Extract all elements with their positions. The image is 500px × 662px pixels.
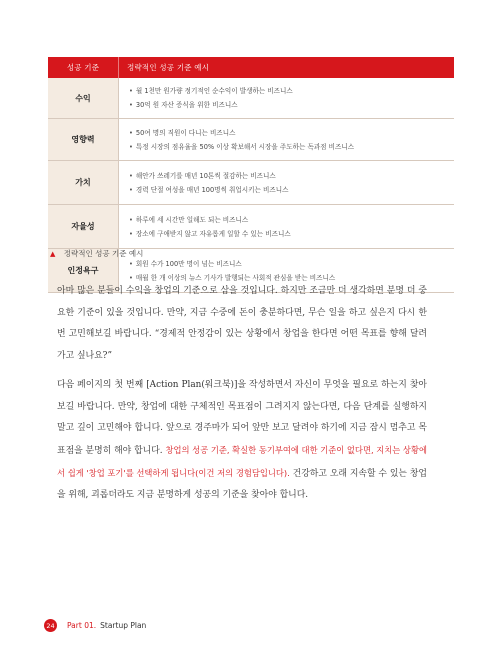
example-item: • 매월 한 개 이상의 뉴스 기사가 발행되는 사회적 관심을 받는 비즈니스 (129, 271, 454, 285)
table-row (48, 78, 454, 119)
example-item: • 해안가 쓰레기를 매년 10톤씩 절감하는 비즈니스 (129, 169, 454, 183)
page-number: 24 (44, 619, 57, 632)
table-header-row (48, 57, 454, 78)
paragraph-2 (57, 375, 427, 507)
example-item: • 월 1천만 원가량 정기적인 순수익이 발생하는 비즈니스 (129, 84, 454, 98)
example-item: • 하루에 세 시간만 일해도 되는 비즈니스 (129, 213, 454, 227)
example-item: • 경력 단절 여성을 매년 100명씩 취업시키는 비즈니스 (129, 183, 454, 197)
criterion-cell: 영향력 (48, 119, 119, 161)
criterion-cell: 수익 (48, 78, 119, 119)
paragraph-1: 아마 많은 분들이 수익을 창업의 기준으로 삼을 것입니다. 하지만 조금만 더 생각하면 분명 더 중요한 기준이 있을 것입니다. 만약, 지금 수중에 돈이 충분하다면, 무슨 일을 하고 싶은지 다시 한번 고민해보길 바랍니다. “경제적 안정감이 있는 상황에서 창업을 한다면 어떤 목표를 향해 달려가고 싶나요?” (57, 286, 427, 362)
example-item: • 회원 수가 100만 명이 넘는 비즈니스 (129, 257, 454, 271)
table-caption (50, 248, 143, 259)
paragraph-2-text: 다음 페이지의 첫 번째 [Action Plan(워크북)]을 작성하면서 자신이 무엇을 필요로 하는지 찾아보길 바랍니다. 만약, 창업에 대한 구체적인 목표점이 그려지지 않는다면, 다음 단계를 실행하지 말고 깊이 고민해야 합니다. 앞으로 경주마가 되어 앞만 보고 달려야 하기에 지금 잠시 멈추고 목표점을 분명히 해야 합니다. (57, 379, 427, 456)
part-label: Part 01. (67, 621, 97, 630)
triangle-up-icon: ▲ (50, 250, 56, 258)
table-row (48, 205, 454, 249)
page-footer (44, 619, 146, 632)
criterion-cell: 자율성 (48, 205, 119, 249)
examples-cell (119, 161, 455, 205)
header-criterion: 성공 기준 (48, 57, 119, 78)
example-item: • 30억 원 자산 증식을 위한 비즈니스 (129, 98, 454, 112)
header-examples: 정략적인 성공 기준 예시 (127, 63, 210, 72)
example-item: • 50여 명의 직원이 다니는 비즈니스 (129, 126, 454, 140)
caption-text: 정략적인 성공 기준 예시 (63, 249, 144, 258)
examples-cell (119, 119, 455, 161)
examples-cell (119, 205, 455, 249)
criterion-cell: 인정욕구 (48, 249, 119, 293)
body-text (57, 281, 427, 514)
table-row (48, 119, 454, 161)
criterion-cell: 가치 (48, 161, 119, 205)
example-item: • 장소에 구애받지 않고 자유롭게 일할 수 있는 비즈니스 (129, 227, 454, 241)
chapter-title: Startup Plan (100, 621, 147, 630)
example-item: • 특정 시장의 점유율을 50% 이상 확보해서 시장을 주도하는 독과점 비즈니스 (129, 140, 454, 154)
highlighted-text: 창업의 성공 기준, 확실한 동기부여에 대한 기준이 없다면, 지치는 상황에서 쉽게 '창업 포기'를 선택하게 됩니다(이건 저의 경험담입니다). (57, 444, 427, 478)
table-row (48, 161, 454, 205)
paragraph-2-ending: 건강하고 오래 지속할 수 있는 창업을 위해, 괴롭더라도 지금 분명하게 성공의 기준을 찾아야 합니다. (57, 468, 427, 501)
examples-cell (119, 78, 455, 119)
